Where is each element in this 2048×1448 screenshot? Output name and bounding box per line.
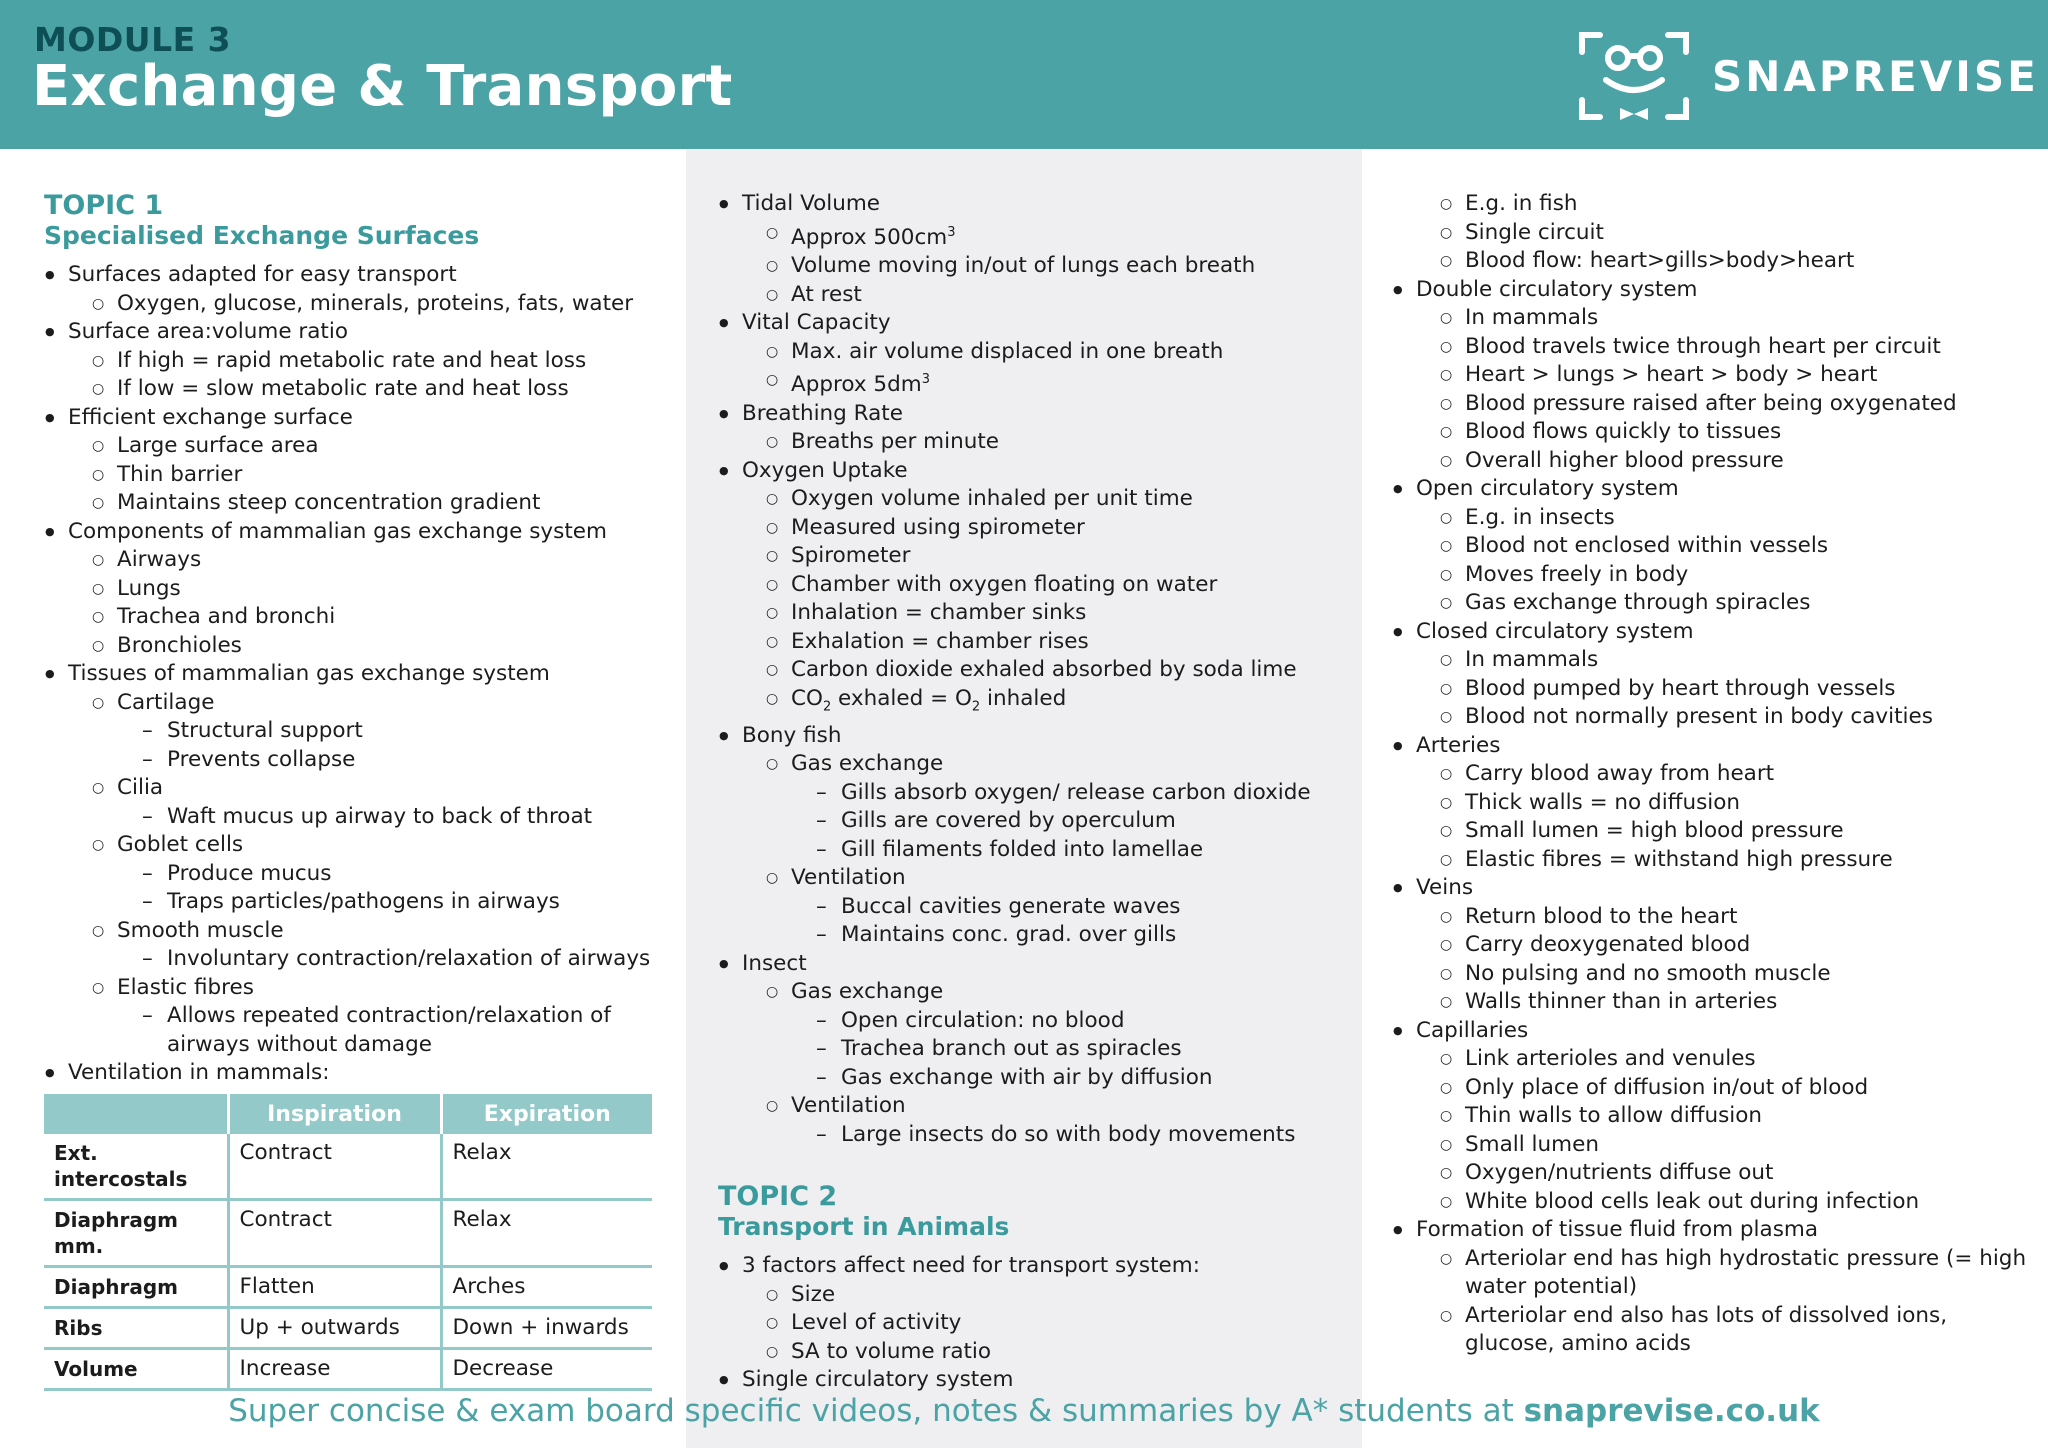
table-row xyxy=(44,1200,652,1267)
list-item: ○ Spirometer xyxy=(718,542,1338,571)
list-item: – Gas exchange with air by diffusion xyxy=(718,1064,1338,1093)
list-item: ○ Chamber with oxygen floating on water xyxy=(718,571,1338,600)
table-header-cell: Expiration xyxy=(441,1094,652,1134)
list-item: ○ Exhalation = chamber rises xyxy=(718,628,1338,657)
list-item: ○ Volume moving in/out of lungs each breath xyxy=(718,252,1338,281)
list-item: ○ In mammals xyxy=(1392,304,2032,333)
list-item: ● Efficient exchange surface xyxy=(44,404,664,433)
list-item: ○ Return blood to the heart xyxy=(1392,903,2032,932)
list-item: – Traps particles/pathogens in airways xyxy=(44,888,664,917)
list-item: ○ $CO_2$ exhaled = $O_2$ inhaled xyxy=(718,685,1338,722)
list-item: – Gill filaments folded into lamellae xyxy=(718,836,1338,865)
list-item: ○ Ventilation xyxy=(718,1092,1338,1121)
list-item: ● Tissues of mammalian gas exchange system xyxy=(44,660,664,689)
list-item: ○ Oxygen, glucose, minerals, proteins, fats, water xyxy=(44,290,664,319)
list-item: ○ Max. air volume displaced in one breath xyxy=(718,338,1338,367)
list-item: ○ Bronchioles xyxy=(44,632,664,661)
table-row-header: Volume xyxy=(44,1349,228,1390)
list-item: – Open circulation: no blood xyxy=(718,1007,1338,1036)
list-item: ○ Size xyxy=(718,1281,1338,1310)
table-row-header: Ext. intercostals xyxy=(44,1134,228,1200)
list-item: ● Oxygen Uptake xyxy=(718,457,1338,486)
list-item: – Prevents collapse xyxy=(44,746,664,775)
list-item: ● Surfaces adapted for easy transport xyxy=(44,261,664,290)
footer-promo xyxy=(0,1393,2048,1429)
list-item: ○ Large surface area xyxy=(44,432,664,461)
footer-text: Super concise & exam board specific videos, notes & summaries by A* students at xyxy=(228,1393,1524,1429)
list-item: ○ Maintains steep concentration gradient xyxy=(44,489,664,518)
list-item: ○ Smooth muscle xyxy=(44,917,664,946)
list-item: ○ E.g. in insects xyxy=(1392,504,2032,533)
list-item: ● Single circulatory system xyxy=(718,1366,1338,1395)
list-item: ○ Overall higher blood pressure xyxy=(1392,447,2032,476)
list-item: ○ Breaths per minute xyxy=(718,428,1338,457)
list-item: ○ Blood flow: heart>gills>body>heart xyxy=(1392,247,2032,276)
list-item: ○ Cartilage xyxy=(44,689,664,718)
list-item: ● Bony fish xyxy=(718,722,1338,751)
list-item-continuation: water potential) xyxy=(1465,1274,1638,1299)
list-item: ● Components of mammalian gas exchange system xyxy=(44,518,664,547)
module-label: MODULE 3 xyxy=(34,20,232,59)
list-item: ○ Oxygen volume inhaled per unit time xyxy=(718,485,1338,514)
list-item: ○ Oxygen/nutrients diffuse out xyxy=(1392,1159,2032,1188)
table-header-row xyxy=(44,1094,652,1134)
list-item: ○ Blood pressure raised after being oxygenated xyxy=(1392,390,2032,419)
table-row xyxy=(44,1134,652,1200)
snaprevise-logo-icon xyxy=(1578,30,1690,122)
topic-2-subtitle: Transport in Animals xyxy=(718,1212,1010,1242)
column-middle xyxy=(718,190,1338,1395)
list-item: ○ No pulsing and no smooth muscle xyxy=(1392,960,2032,989)
list-item: – Involuntary contraction/relaxation of airways xyxy=(44,945,664,974)
table-cell: Flatten xyxy=(228,1267,441,1308)
list-item: – Gills are covered by operculum xyxy=(718,807,1338,836)
list-item: ○ At rest xyxy=(718,281,1338,310)
list-item: – Trachea branch out as spiracles xyxy=(718,1035,1338,1064)
list-item: ○ Walls thinner than in arteries xyxy=(1392,988,2032,1017)
table-cell: Increase xyxy=(228,1349,441,1390)
list-item: ○ Arteriolar end also has lots of dissolved ions, xyxy=(1392,1302,2032,1331)
list-item: ○ Small lumen xyxy=(1392,1131,2032,1160)
list-item: ● Insect xyxy=(718,950,1338,979)
list-item: – Maintains conc. grad. over gills xyxy=(718,921,1338,950)
table-cell: Contract xyxy=(228,1134,441,1200)
topic-2-label: TOPIC 2 xyxy=(718,1181,838,1213)
list-item: ○ If high = rapid metabolic rate and heat loss xyxy=(44,347,664,376)
list-item: ● Arteries xyxy=(1392,732,2032,761)
list-item: ○ Blood not normally present in body cavities xyxy=(1392,703,2032,732)
page-title: Exchange & Transport xyxy=(32,54,733,119)
list-item: ○ Moves freely in body xyxy=(1392,561,2032,590)
column-topic-1 xyxy=(44,190,664,1088)
list-item: – Waft mucus up airway to back of throat xyxy=(44,803,664,832)
list-item: ○ Blood flows quickly to tissues xyxy=(1392,418,2032,447)
table-cell: Contract xyxy=(228,1200,441,1267)
section-spacer xyxy=(718,1149,1338,1181)
list-item-continuation: airways without damage xyxy=(167,1031,432,1057)
list-item: ○ White blood cells leak out during infection xyxy=(1392,1188,2032,1217)
list-item: ○ Lungs xyxy=(44,575,664,604)
list-item: ○ Link arterioles and venules xyxy=(1392,1045,2032,1074)
table-row xyxy=(44,1267,652,1308)
list-item: ○ Airways xyxy=(44,546,664,575)
list-item: ○ Ventilation xyxy=(718,864,1338,893)
table-row xyxy=(44,1349,652,1390)
list-item: ○ Small lumen = high blood pressure xyxy=(1392,817,2032,846)
list-item: – Large insects do so with body movements xyxy=(718,1121,1338,1150)
list-item: ● Surface area:volume ratio xyxy=(44,318,664,347)
list-item-continuation: glucose, amino acids xyxy=(1465,1331,1691,1356)
table-cell: Arches xyxy=(441,1267,652,1308)
table-row-header: Diaphragm xyxy=(44,1267,228,1308)
list-item: ○ Elastic fibres xyxy=(44,974,664,1003)
list-item: ○ Inhalation = chamber sinks xyxy=(718,599,1338,628)
list-item: ○ Level of activity xyxy=(718,1309,1338,1338)
list-item: ○ Blood travels twice through heart per circuit xyxy=(1392,333,2032,362)
list-item: ○ Thin walls to allow diffusion xyxy=(1392,1102,2032,1131)
list-item: ○ Gas exchange xyxy=(718,978,1338,1007)
table-row xyxy=(44,1308,652,1349)
table-header-cell: Inspiration xyxy=(228,1094,441,1134)
list-item: ● Formation of tissue fluid from plasma xyxy=(1392,1216,2032,1245)
brand-name: SNAPREVISE xyxy=(1712,52,2039,101)
list-item: ○ Thin barrier xyxy=(44,461,664,490)
list-item: ● Double circulatory system xyxy=(1392,276,2032,305)
list-item: ● Tidal Volume xyxy=(718,190,1338,219)
table-cell: Up + outwards xyxy=(228,1308,441,1349)
list-item: – Gills absorb oxygen/ release carbon dioxide xyxy=(718,779,1338,808)
header-banner xyxy=(0,0,2048,149)
list-item: ○ Gas exchange xyxy=(718,750,1338,779)
list-item: ○ Single circuit xyxy=(1392,219,2032,248)
list-item: ● Veins xyxy=(1392,874,2032,903)
list-item: – Buccal cavities generate waves xyxy=(718,893,1338,922)
list-item: ● Breathing Rate xyxy=(718,400,1338,429)
list-item: ○ Goblet cells xyxy=(44,831,664,860)
footer-link[interactable]: snaprevise.co.uk xyxy=(1523,1393,1820,1429)
list-item: ● Closed circulatory system xyxy=(1392,618,2032,647)
list-item: ○ In mammals xyxy=(1392,646,2032,675)
list-item: ○ Measured using spirometer xyxy=(718,514,1338,543)
column-right xyxy=(1392,190,2032,1359)
list-item: ○ Approx $500cm^3$ xyxy=(718,219,1338,253)
list-item: ● Open circulatory system xyxy=(1392,475,2032,504)
list-item: ○ Thick walls = no diffusion xyxy=(1392,789,2032,818)
list-item: ○ Carry blood away from heart xyxy=(1392,760,2032,789)
list-item: ● Ventilation in mammals: xyxy=(44,1059,664,1088)
table-cell: Down + inwards xyxy=(441,1308,652,1349)
list-item: ○ Elastic fibres = withstand high pressure xyxy=(1392,846,2032,875)
list-item: ○ Carbon dioxide exhaled absorbed by soda lime xyxy=(718,656,1338,685)
list-item: ○ Trachea and bronchi xyxy=(44,603,664,632)
table-row-header: Diaphragm mm. xyxy=(44,1200,228,1267)
list-item: ○ SA to volume ratio xyxy=(718,1338,1338,1367)
list-item: ○ Blood pumped by heart through vessels xyxy=(1392,675,2032,704)
table-row-header: Ribs xyxy=(44,1308,228,1349)
table-cell: Decrease xyxy=(441,1349,652,1390)
list-item: ○ Gas exchange through spiracles xyxy=(1392,589,2032,618)
list-item: ○ Arteriolar end has high hydrostatic pressure (= high xyxy=(1392,1245,2032,1274)
list-item: ○ If low = slow metabolic rate and heat loss xyxy=(44,375,664,404)
ventilation-table xyxy=(44,1094,652,1391)
list-item: – Structural support xyxy=(44,717,664,746)
list-item: ● Vital Capacity xyxy=(718,309,1338,338)
list-item: ● 3 factors affect need for transport system: xyxy=(718,1252,1338,1281)
list-item: ○ Heart > lungs > heart > body > heart xyxy=(1392,361,2032,390)
topic-1-subtitle: Specialised Exchange Surfaces xyxy=(44,221,480,250)
list-item: ○ Blood not enclosed within vessels xyxy=(1392,532,2032,561)
list-item: ○ Only place of diffusion in/out of blood xyxy=(1392,1074,2032,1103)
list-item: ○ Cilia xyxy=(44,774,664,803)
list-item: – Allows repeated contraction/relaxation of xyxy=(44,1002,664,1031)
table-header-cell xyxy=(44,1094,228,1134)
list-item: – Produce mucus xyxy=(44,860,664,889)
list-item: ○ E.g. in fish xyxy=(1392,190,2032,219)
table-cell: Relax xyxy=(441,1134,652,1200)
topic-1-label: TOPIC 1 xyxy=(44,190,164,221)
table-cell: Relax xyxy=(441,1200,652,1267)
list-item: ● Capillaries xyxy=(1392,1017,2032,1046)
list-item: ○ Approx $5dm^3$ xyxy=(718,366,1338,400)
list-item: ○ Carry deoxygenated blood xyxy=(1392,931,2032,960)
